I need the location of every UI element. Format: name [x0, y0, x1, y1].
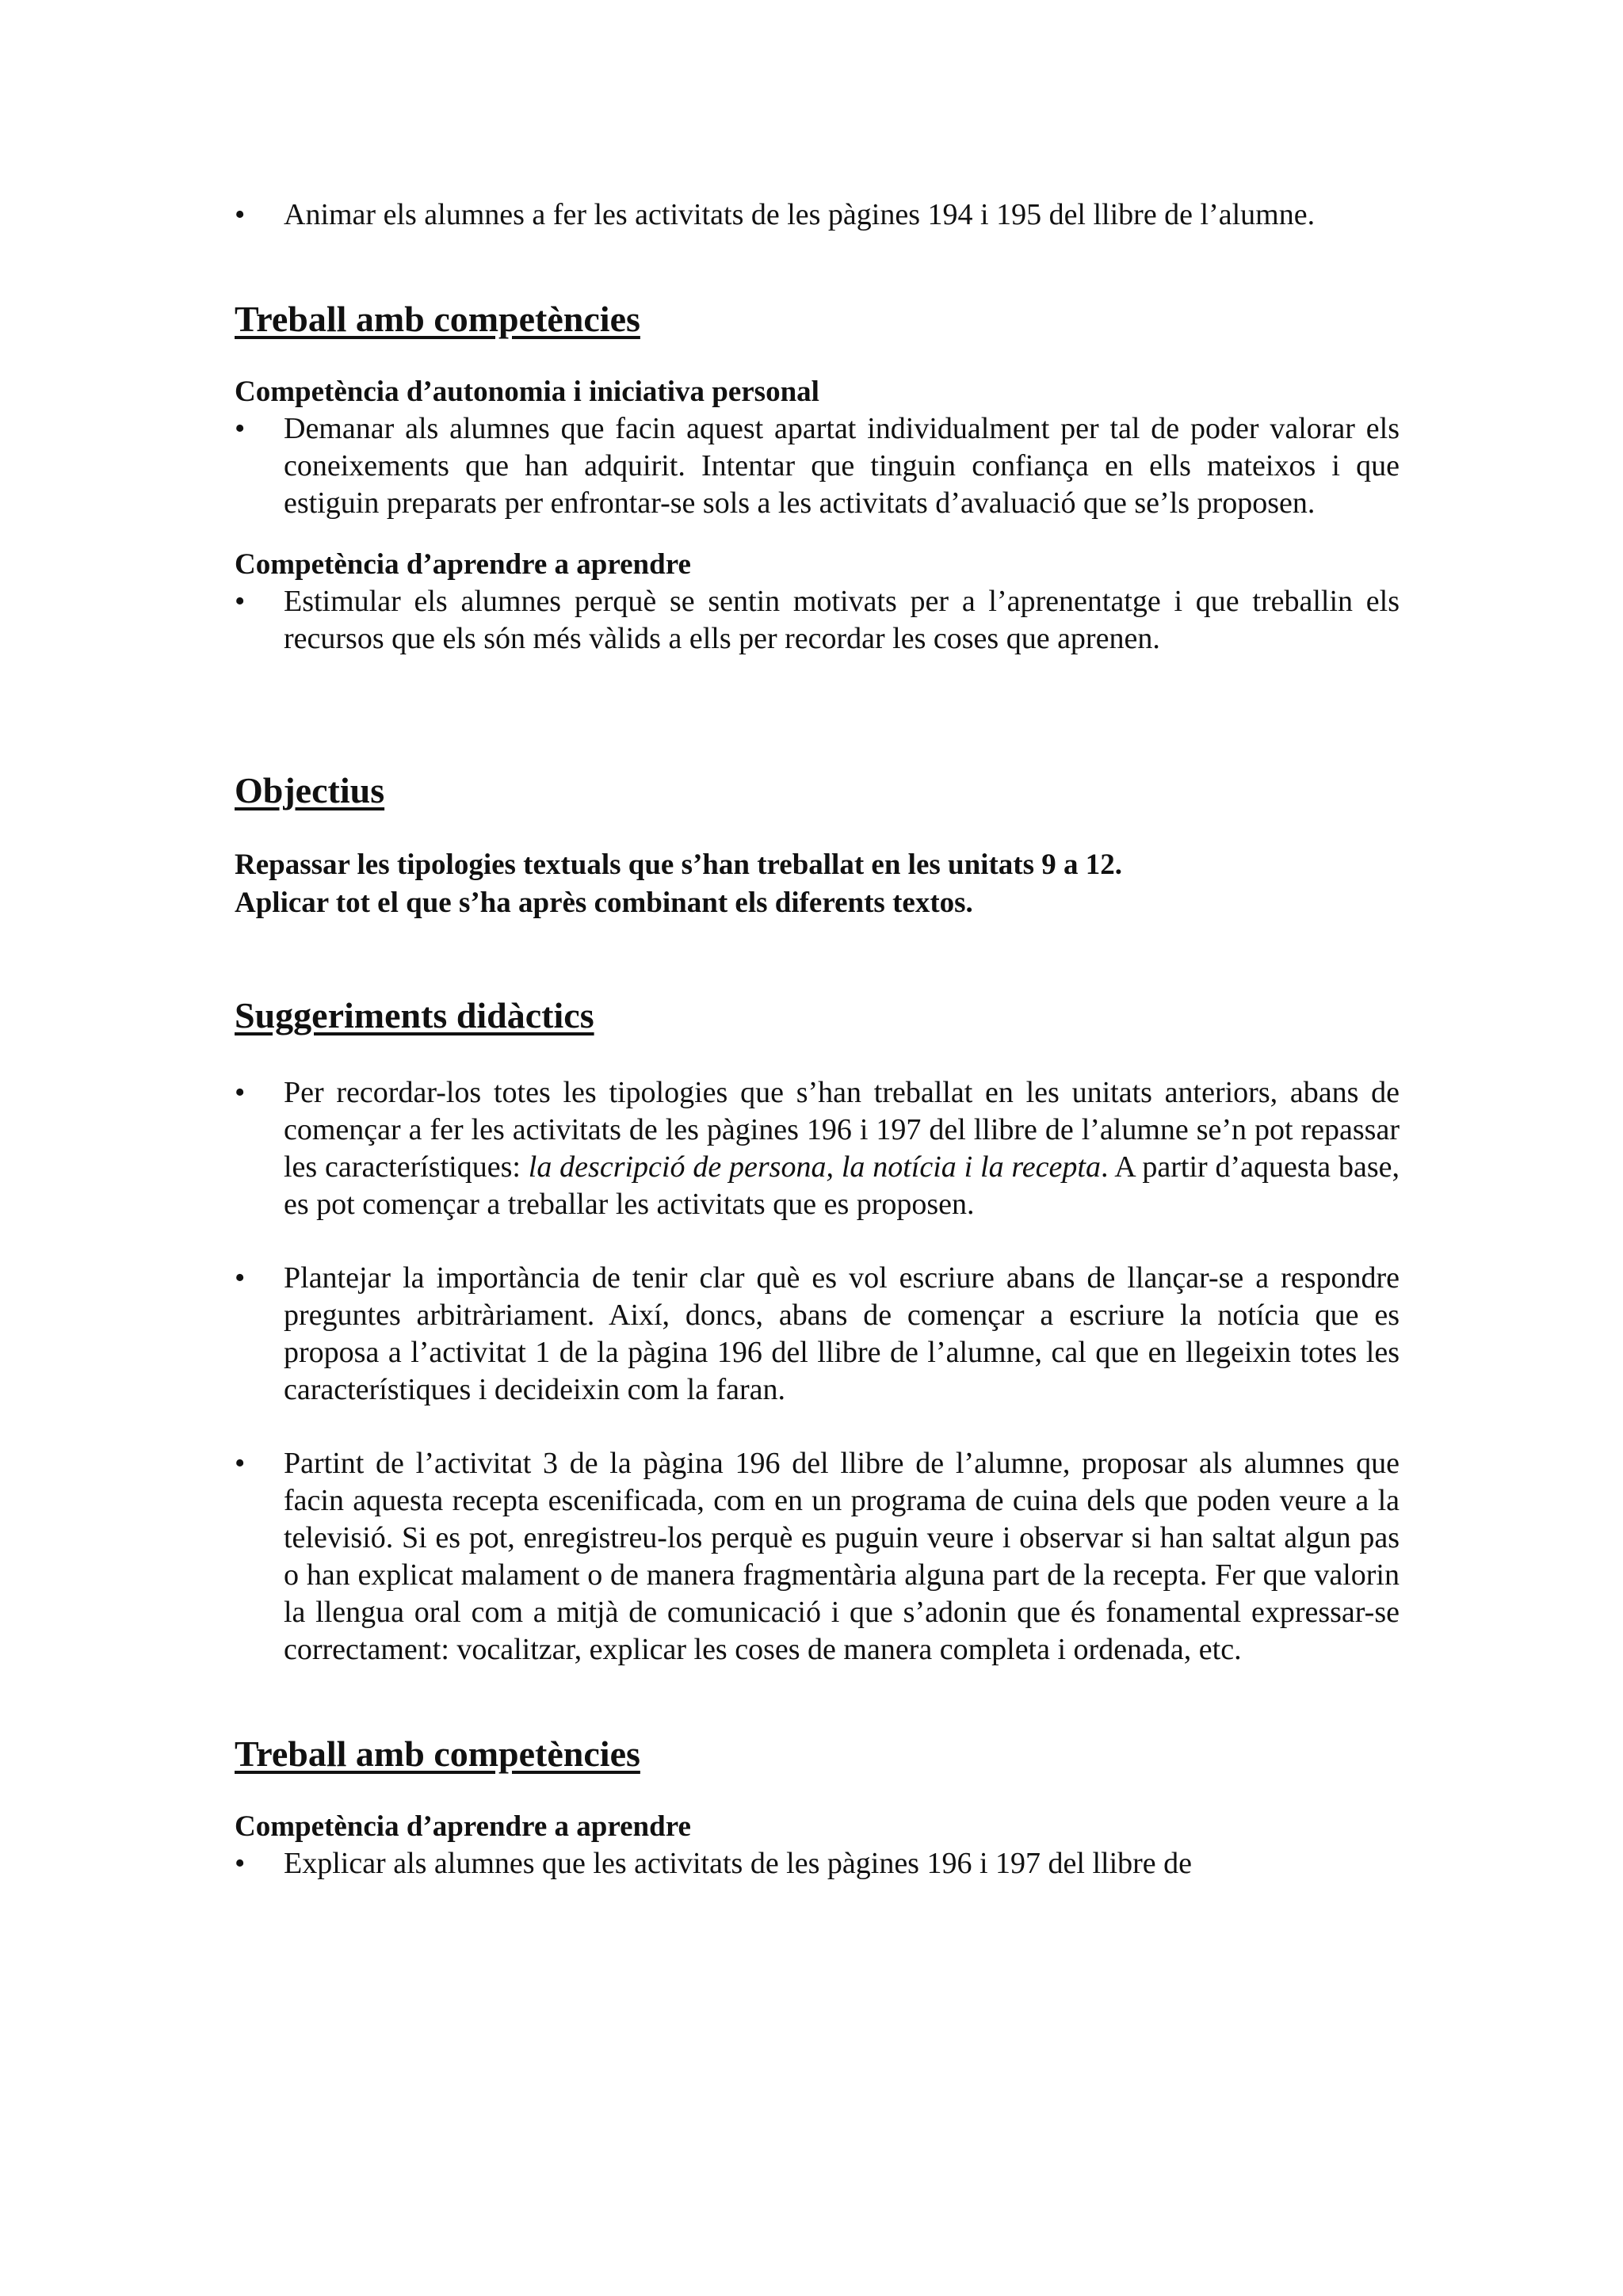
section-heading: Objectius	[235, 770, 385, 810]
subsection-title: Competència d’autonomia i iniciativa personal	[235, 376, 819, 408]
list-item	[235, 1445, 1400, 1669]
bullet-glyph: •	[235, 585, 246, 618]
bullet-text: Partint de l’activitat 3 de la pàgina 196 del llibre de l’alumne, proposar als alumnes que facin aquesta recepta escenificada, com en un programa de cuina dels que poden veure a la televisió. Si es pot, enregistreu-los perquè es puguin veure i observar si han saltat algun pas o han explicat malament o de manera fragmentària alguna part de la recepta. Fer que valorin la llengua oral com a mitjà de comunicació i que s’adonin que és fonamental expressar-se correctament: vocalitzar, explicar les coses de manera completa i ordenada, etc.	[284, 1447, 1400, 1666]
list-item	[235, 583, 1400, 658]
list-item	[235, 1260, 1400, 1409]
bullet-text: Plantejar la importància de tenir clar què es vol escriure abans de llançar-se a respondre preguntes arbitràriament. Així, doncs, abans de començar a escriure la notícia que es proposa a l’activitat 1 de la pàgina 196 del llibre de l’alumne, cal que en llegeixin totes les característiques i decideixin com la faran.	[284, 1261, 1400, 1406]
bullet-text: Animar els alumnes a fer les activitats de les pàgines 194 i 195 del llibre de l’alumne.	[284, 198, 1316, 231]
bullet-glyph: •	[235, 1261, 246, 1295]
subsection-title: Competència d’aprendre a aprendre	[235, 548, 691, 581]
list-item	[235, 410, 1400, 522]
bullet-glyph: •	[235, 412, 246, 445]
bullet-glyph: •	[235, 1447, 246, 1480]
bullet-text: Estimular els alumnes perquè se sentin motivats per a l’aprenentatge i que treballin els recursos que els són més vàlids a ells per recordar les coses que aprenen.	[284, 585, 1400, 655]
list-item	[235, 1074, 1400, 1223]
objective-line: Repassar les tipologies textuals que s’han treballat en les unitats 9 a 12.	[235, 849, 1122, 881]
section-heading: Treball amb competències	[235, 1733, 640, 1774]
bullet-glyph: •	[235, 1076, 246, 1109]
document-page	[235, 196, 1400, 1882]
section-heading: Suggeriments didàctics	[235, 995, 594, 1035]
objective-line: Aplicar tot el que s’ha après combinant els diferents textos.	[235, 887, 973, 919]
bullet-text: Explicar als alumnes que les activitats de les pàgines 196 i 197 del llibre de	[284, 1847, 1193, 1880]
section-heading: Treball amb competències	[235, 299, 640, 339]
bullet-glyph: •	[235, 198, 246, 231]
bullet-text	[284, 1076, 1400, 1221]
bullet-text-part: . A partir d’aquesta base, es pot començar a treballar les activitats que es proposen.	[284, 1150, 1400, 1221]
bullet-text: Demanar als alumnes que facin aquest apartat individualment per tal de poder valorar els coneixements que han adquirit. Intentar que tinguin confiança en ells mateixos i que estiguin preparats per enfrontar-se sols a les activitats d’avaluació que se’ls proposen.	[284, 412, 1400, 520]
bullet-glyph: •	[235, 1847, 246, 1880]
list-item	[235, 1845, 1400, 1882]
bullet-text-part: Per recordar-los totes les tipologies que s’han treballat en les unitats anteriors, abans de començar a fer les activitats de les pàgines 196 i 197 del llibre de l’alumne se’n pot repassar les característiques:	[284, 1076, 1400, 1184]
bullet-text-italic: la descripció de persona, la notícia i la recepta	[528, 1150, 1101, 1184]
list-item	[235, 196, 1400, 234]
subsection-title: Competència d’aprendre a aprendre	[235, 1810, 691, 1843]
